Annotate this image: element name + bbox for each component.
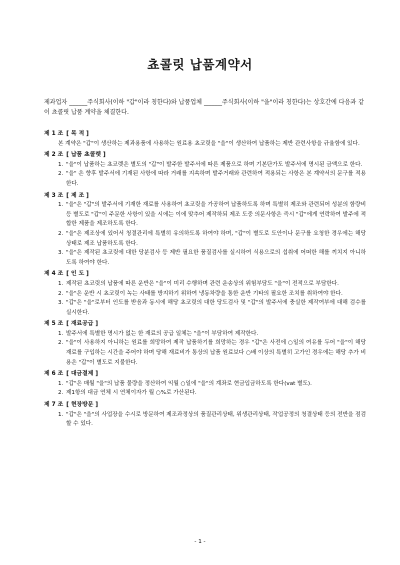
clause-text: "갑"은 매월 "을"의 납품 물량을 정산하여 익월 ○일에 "을"의 계좌로 현금입금하도록 한다(vat 별도). [66,380,312,387]
clause-text: "갑"은 "을"로부터 인도를 받음과 동시에 해당 쵸코릿의 대한 당도검사 및 "갑"의 발주서에 충실한 제작여부에 대해 검수를 실시한다. [66,300,366,316]
clause-number: 2. [58,340,64,347]
article-number: 제 2 조 [44,152,64,159]
article-number: 제 6 조 [44,371,64,378]
clause-number: 3. [58,250,64,257]
clause-number: 1. [58,411,64,418]
article-1 [44,130,366,149]
clause-text: "을"은 운반 시 쵸코릿이 녹는 사태를 방지하기 위하여 냉동차량을 통한 운반 기타의 필요한 조치를 취하여야 한다. [66,290,343,297]
clause-item [44,389,366,399]
article-heading: [ 대금결제 ] [66,371,99,378]
clause-text: "을"은 "갑"의 발주서에 기재한 재료를 사용하여 쵸코릿을 가공하여 납품하도록 하며 특별히 제조와 관련되어 성분의 함량비 등 별도로 "갑"이 주문한 사항이 있을 시에는 이에 맞추어 제작하되 제조 도중 의문사항은 즉시 "갑"에게 연락하여 발주에 적합한 제품을 제조하도록 한다. [66,202,366,228]
clause-text: 제1항의 대금 연체 시 연체이자가 월 ○%로 가산된다. [66,390,197,397]
article-5 [44,320,366,368]
article-title [44,270,366,280]
clause-text: "을"은 제작된 쵸코릿에 대한 당분검사 등 제반 필요한 품질검사를 실시하여 식용으로의 섭취에 어떠한 해를 끼치지 아니하도록 하여야 한다. [66,250,366,266]
article-number: 제 5 조 [44,321,64,328]
article-number: 제 1 조 [44,131,64,137]
article-3 [44,192,366,269]
clause-item [44,339,366,368]
article-6 [44,370,366,399]
clause-number: 2. [58,230,64,237]
article-number: 제 4 조 [44,271,64,278]
document-title: 쵸콜릿 납품계약서 [147,57,253,72]
article-title [44,370,366,380]
clause-item [44,170,366,189]
clause-item [44,249,366,268]
article-4 [44,270,366,318]
clause-number: 1. [58,280,64,287]
clause-item [44,299,366,318]
clause-text: 제작된 쵸코릿의 납품에 따른 운반은 "을"이 미리 수행하며 관련 운송상의 위험부담도 "을"이 전적으로 부담한다. [66,280,339,287]
clause-number: 1. [58,330,64,337]
clause-text: "을" 은 향후 발주서에 기재된 사항에 따라 거래를 지속하며 발주거래와 관련하여 적용되는 사항은 본 계약서의 문구를 적용한다. [66,171,366,187]
article-number: 제 3 조 [44,192,64,199]
clause-number: 2. [58,171,64,178]
clause-text: "을"은 제조상에 있어서 청결관리에 특별히 유의하도록 하여야 하며, "갑"이 별도로 도안이나 문구를 요청한 경우에는 해당 상태로 제조 납품하도록 한다. [66,230,366,247]
article-title [44,320,366,330]
clause-number: 1. [58,161,64,168]
clause-item [44,411,366,430]
articles-container [44,128,366,430]
article-heading: [ 제 조 ] [66,192,89,199]
article-heading: [ 납품 쵸콜렛 ] [66,152,106,159]
page-number: - 1 - [194,539,206,545]
clause-number: 3. [58,300,64,307]
clause-number: 1. [58,202,64,209]
article-heading: [ 재료공급 ] [66,321,99,328]
clause-item [44,230,366,249]
clause-text: 발주서에 특별한 명시가 없는 한 재료의 공급 일체는 "을"이 부담하여 제작한다. [66,330,259,337]
clause-text: "을"이 사용하지 아니하는 원료를 희망하여 제작 납품하기를 희망하는 경우 "갑"은 사전에 ○일의 여유를 두어 "을"이 해당 재료를 구입하는 시간을 주어야 하며 당해 재료비가 통상의 납품 원료보다 ○배 이상의 특별히 고가인 경우에는 해당 추가 비용은 "갑"이 별도로 지불한다. [66,340,366,366]
clause-number: 1. [58,380,64,387]
article-title [44,151,366,161]
article-title [44,192,366,202]
article-heading: [ 목 적 ] [66,131,89,137]
article-paragraph: 본 계약은 "갑"이 생산하는 제과용품에 사용하는 원료용 쵸코릿을 "을"이 생산하여 납품하는 제반 관련사항을 규율함에 있다. [58,140,360,147]
article-2 [44,151,366,189]
clause-number: 2. [58,390,64,397]
article-7 [44,401,366,430]
intro-paragraph: 제과업자 ______주식회사(이하 "갑"이라 칭한다)와 납품업체 ______주식회사(이하 "을"이라 칭한다)는 상호간에 다음과 같이 쵸콜릿 납품 계약을 체결한다. [44,99,364,116]
article-heading: [ 현장방문 ] [66,402,99,409]
clause-text: "갑"은 "을"의 사업장을 수시로 방문하여 제조과정상의 품질관리상태, 위생관리상태, 작업공정의 청결상태 등의 전반을 점검할 수 있다. [66,411,366,428]
clause-item [44,201,366,230]
clause-item [44,161,366,171]
article-title [44,130,366,140]
clause-item [44,280,366,290]
clause-item [44,380,366,390]
article-heading: [ 인 도 ] [66,271,89,278]
clause-item [44,330,366,340]
clause-text: "을"이 납품하는 쵸코렛은 별도의 "갑"이 발주한 발주서에 따른 제품으로 하며 기본단가도 발주서에 명시된 금액으로 한다. [66,161,363,168]
article-title [44,401,366,411]
article-number: 제 7 조 [44,402,64,409]
clause-number: 2. [58,290,64,297]
clause-item [44,290,366,300]
